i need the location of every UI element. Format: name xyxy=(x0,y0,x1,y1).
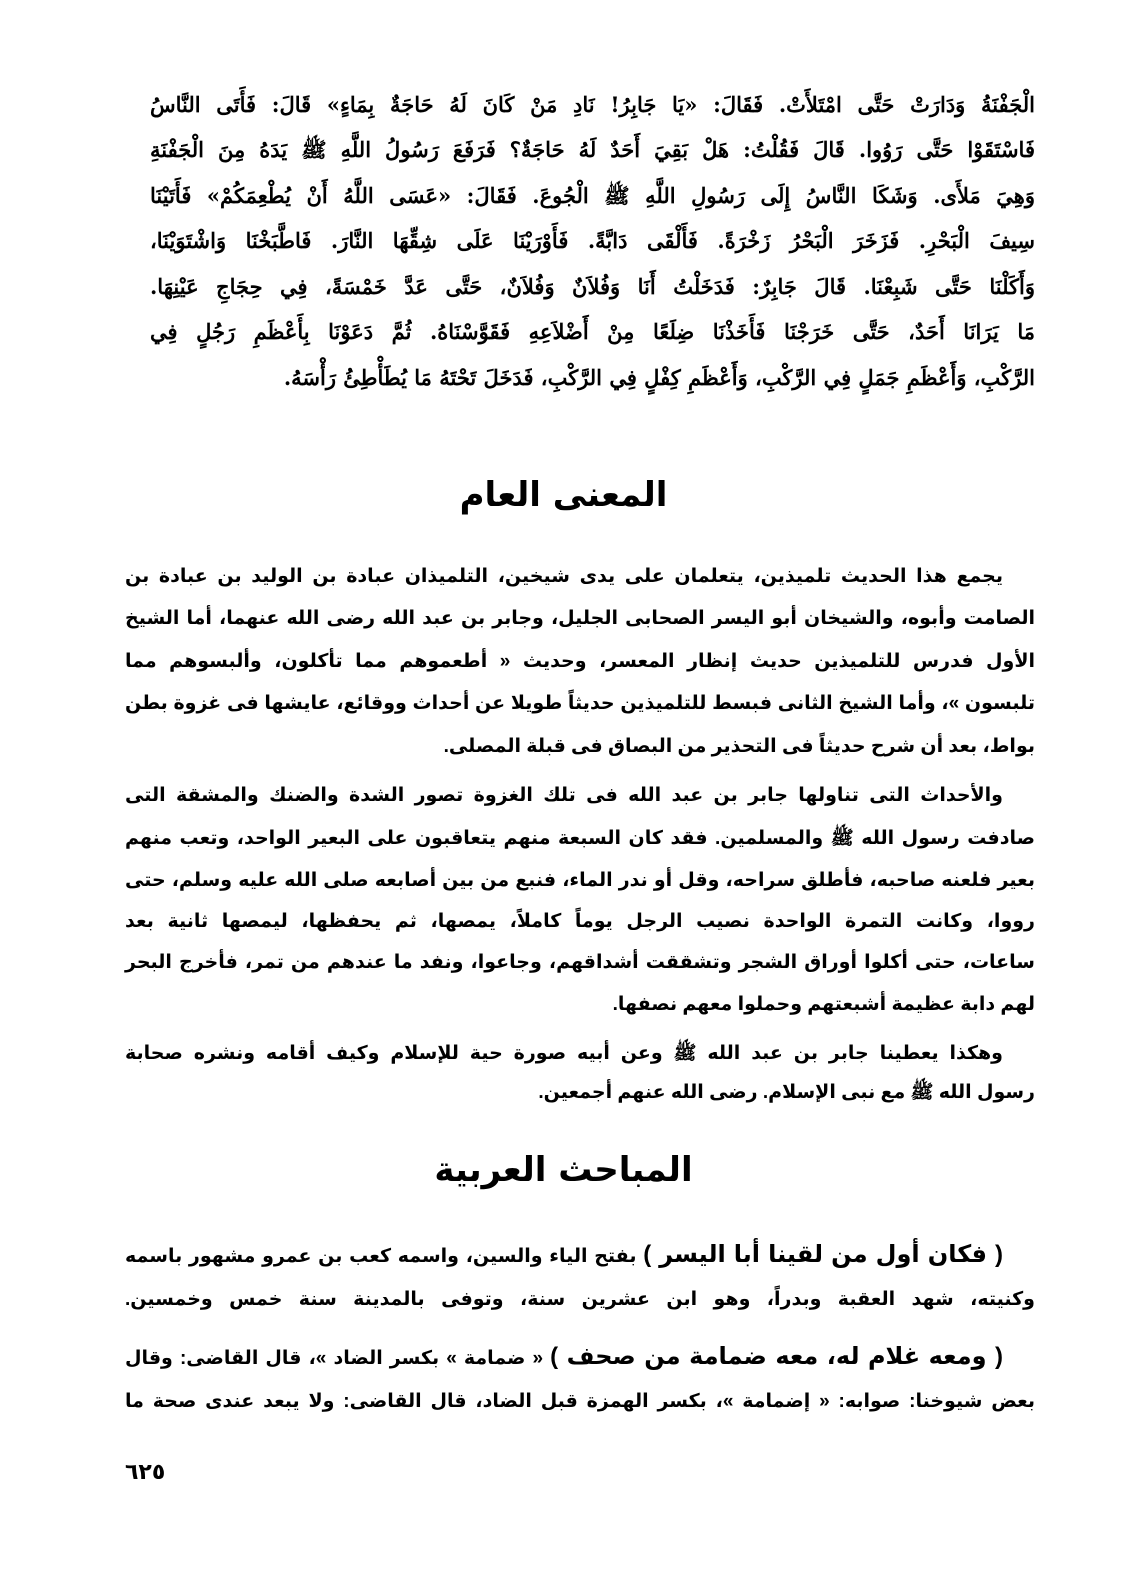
paragraph-line: رسول الله ﷺ مع نبى الإسلام. رضى الله عنهم أجمعين. xyxy=(538,1082,1035,1103)
section-heading-general-meaning: المعنى العام xyxy=(459,475,668,515)
hadith-text-line: وَهِيَ مَلأَى. وَشَكَا النَّاسُ إِلَى رَسُولِ اللَّهِ ﷺ الْجُوعَ. فَقَالَ: «عَسَى اللَّهُ أَنْ يُطْعِمَكُمْ» فَأَتَيْنَا xyxy=(150,183,1035,208)
hadith-text-line: سِيفَ الْبَحْرِ. فَزَخَرَ الْبَحْرُ زَخْرَةً. فَأَلْقَى دَابَّةً. فَأَوْرَيْنَا عَلَى شِقِّهَا النَّارَ. فَاطَّبَخْنَا وَاشْتَوَيْنَا، xyxy=(150,228,1035,253)
hadith-text-line: الرَّكْبِ، وَأَعْظَمِ جَمَلٍ فِي الرَّكْبِ، وَأَعْظَمِ كِفْلٍ فِي الرَّكْبِ، فَدَخَلَ تَحْتَهُ مَا يُطَأْطِئُ رَأْسَهُ. xyxy=(283,365,1035,390)
topic-second-line: وكنيته، شهد العقبة وبدراً، وهو ابن عشرين سنة، وتوفى بالمدينة سنة خمس وخمسين. xyxy=(125,1289,1035,1310)
paragraph-line: بعير فلعنه صاحبه، فأطلق سراحه، وقل أو ندر الماء، فنبع من بين أصابعه صلى الله عليه وسلم، حتى xyxy=(125,870,1035,891)
paragraph-line: رووا، وكانت التمرة الواحدة نصيب الرجل يوماً كاملاً، يمصها، ثم يحفظها، ليمصها ثانية بعد xyxy=(125,911,1035,932)
paragraph-line: تلبسون »، وأما الشيخ الثانى فبسط للتلميذين حديثاً طويلا عن أحداث ووقائع، عايشها فى غزوة بطن xyxy=(125,693,1035,714)
hadith-text-line: الْجَفْنَةُ وَدَارَتْ حَتَّى امْتَلأَتْ. فَقَالَ: «يَا جَابِرُ! نَادِ مَنْ كَانَ لَهُ حَاجَةٌ بِمَاءٍ» قَالَ: فَأَتَى النَّاسُ xyxy=(150,92,1035,117)
topic-first-line xyxy=(125,1337,1035,1377)
hadith-text-line: مَا يَرَانَا أَحَدٌ، حَتَّى خَرَجْنَا فَأَخَذْنَا ضِلَعًا مِنْ أَضْلاَعِهِ فَقَوَّسْنَاهُ. ثُمَّ دَعَوْنَا بِأَعْظَمِ رَجُلٍ فِي xyxy=(150,319,1035,344)
paragraph-line: وهكذا يعطينا جابر بن عبد الله ﷺ وعن أبيه صورة حية للإسلام وكيف أقامه ونشره صحابة xyxy=(125,1043,1003,1064)
paragraph-line: لهم دابة عظيمة أشبعتهم وحملوا معهم نصفها. xyxy=(612,994,1035,1015)
paragraph-line: بواط، بعد أن شرح حديثاً فى التحذير من البصاق فى قبلة المصلى. xyxy=(443,736,1035,757)
paragraph-line: يجمع هذا الحديث تلميذين، يتعلمان على يدى شيخين، التلميذان عبادة بن الوليد بن عبادة بن xyxy=(125,566,1003,587)
hadith-text-line: فَاسْتَقَوْا حَتَّى رَوُوا. قَالَ فَقُلْتُ: هَلْ بَقِيَ أَحَدٌ لَهُ حَاجَةٌ؟ فَرَفَعَ رَسُولُ اللَّهِ ﷺ يَدَهُ مِنَ الْجَفْنَةِ xyxy=(150,137,1035,162)
topic-term: ( ومعه غلام له، معه ضمامة من صحف ) xyxy=(550,1343,1003,1370)
topic-explanation: « ضمامة » بكسر الضاد »، قال القاضى: وقال xyxy=(125,1348,551,1369)
paragraph-line: الصامت وأبوه، والشيخان أبو اليسر الصحابى الجليل، وجابر بن عبد الله رضى الله عنهما، أما الشيخ xyxy=(125,608,1035,629)
hadith-text-line: وَأَكَلْنَا حَتَّى شَبِعْنَا. قَالَ جَابِرٌ: فَدَخَلْتُ أَنَا وَفُلاَنٌ وَفُلاَنٌ، حَتَّى عَدَّ خَمْسَةً، فِي حِجَاجِ عَيْنِهَا. xyxy=(150,274,1035,299)
page-number: ٦٢٥ xyxy=(125,1460,166,1485)
section-heading-arabic-topics: المباحث العربية xyxy=(434,1150,693,1190)
topic-first-line xyxy=(125,1235,1035,1275)
paragraph-line: صادفت رسول الله ﷺ والمسلمين. فقد كان السبعة منهم يتعاقبون على البعير الواحد، وتعب منهم xyxy=(125,828,1035,849)
paragraph-line: ساعات، حتى أكلوا أوراق الشجر وتشققت أشداقهم، وجاعوا، ونفد ما عندهم من تمر، فأخرج البحر xyxy=(125,952,1035,973)
paragraph-line: والأحداث التى تناولها جابر بن عبد الله فى تلك الغزوة تصور الشدة والضنك والمشقة التى xyxy=(125,785,1003,806)
paragraph-line: الأول فدرس للتلميذين حديث إنظار المعسر، وحديث « أطعموهم مما تأكلون، وألبسوهم مما xyxy=(125,651,1035,672)
topic-explanation: بفتح الياء والسين، واسمه كعب بن عمرو مشهور باسمه xyxy=(125,1246,644,1267)
topic-second-line: بعض شيوخنا: صوابه: « إضمامة »، بكسر الهمزة قبل الضاد، قال القاضى: ولا يبعد عندى صحة ما xyxy=(125,1391,1035,1412)
topic-term: ( فكان أول من لقينا أبا اليسر ) xyxy=(643,1241,1003,1268)
